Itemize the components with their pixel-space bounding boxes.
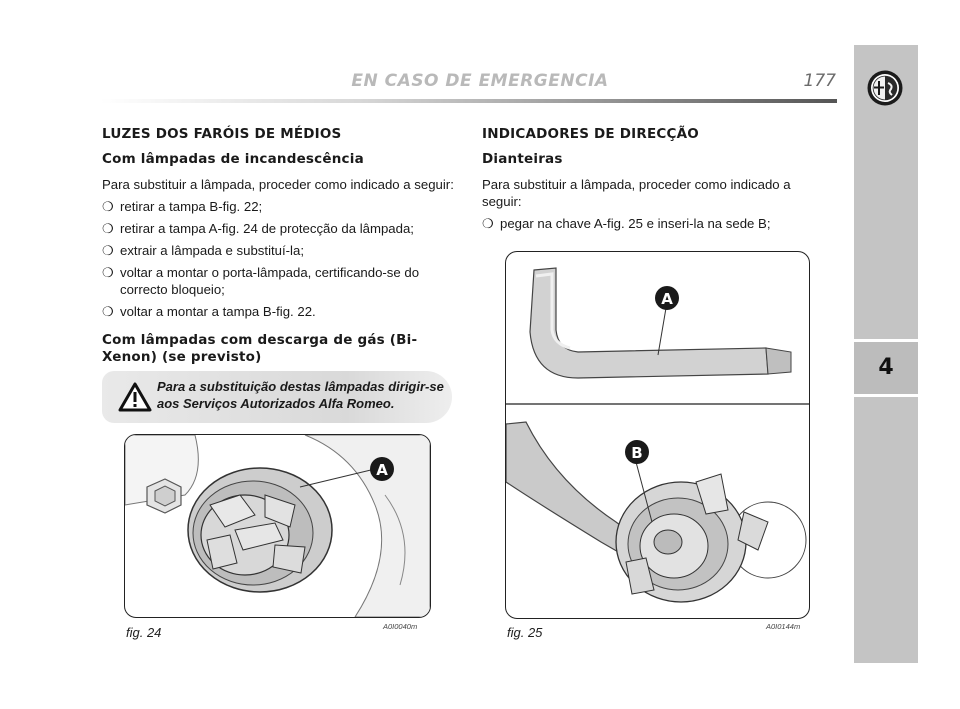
heading-low-beam: LUZES DOS FARÓIS DE MÉDIOS [102, 126, 342, 142]
figure-25-callout-b: B [631, 444, 643, 462]
header-rule [100, 99, 837, 103]
figure-25-caption: fig. 25 [507, 625, 543, 640]
step-text: voltar a montar o porta-lâmpada, certificando-se do correcto bloqueio; [120, 265, 420, 297]
figure-25-callout-a: A [661, 290, 673, 308]
figure-24-callout-a: A [376, 461, 388, 479]
subheading-incandescent: Com lâmpadas de incandescência [102, 151, 364, 167]
page-number: 177 [803, 71, 836, 91]
warning-box [102, 371, 452, 423]
intro-text: Para substituir a lâmpada, proceder como indicado a seguir: [482, 177, 791, 209]
chapter-number: 4 [878, 355, 894, 380]
step-text: pegar na chave A-fig. 25 e inseri-la na sede B; [500, 216, 771, 231]
figure-24-illustration [125, 435, 430, 617]
step-text: retirar a tampa A-fig. 24 de protecção da lâmpada; [120, 221, 414, 236]
figure-25-illustration [506, 252, 809, 618]
section-title: EN CASO DE EMERGENCIA [351, 71, 609, 91]
figure-24-caption: fig. 24 [126, 625, 162, 640]
bullet-marker: ❍ [482, 216, 494, 231]
list-item [102, 198, 457, 215]
subheading-xenon: Com lâmpadas com descarga de gás (Bi-Xenon) (se previsto) [102, 332, 418, 365]
bullet-marker: ❍ [102, 265, 114, 280]
figure-25 [505, 251, 810, 619]
warning-icon [118, 382, 152, 412]
step-text: retirar a tampa B-fig. 22; [120, 199, 263, 214]
list-item [102, 303, 457, 320]
figure-25-code: A0I0144m [766, 622, 801, 631]
figure-24-code: A0I0040m [383, 622, 418, 631]
bullet-marker: ❍ [102, 221, 114, 236]
intro-text: Para substituir a lâmpada, proceder como indicado a seguir: [102, 177, 454, 192]
list-item [102, 242, 457, 259]
side-tab-bottom [854, 397, 918, 663]
figure-24 [124, 434, 431, 618]
brand-logo-icon [866, 69, 904, 107]
bullet-marker: ❍ [102, 304, 114, 319]
right-column [482, 126, 812, 237]
heading-direction-indicators: INDICADORES DE DIRECÇÃO [482, 126, 699, 142]
list-item [102, 220, 457, 237]
step-text: extrair a lâmpada e substituí-la; [120, 243, 304, 258]
bullet-marker: ❍ [102, 243, 114, 258]
warning-text: Para a substituição destas lâmpadas dirigir-se aos Serviços Autorizados Alfa Romeo. [157, 379, 444, 411]
subheading-front: Dianteiras [482, 151, 563, 167]
left-column [102, 126, 457, 374]
list-item [102, 264, 457, 298]
list-item [482, 215, 812, 232]
step-text: voltar a montar a tampa B-fig. 22. [120, 304, 316, 319]
bullet-marker: ❍ [102, 199, 114, 214]
